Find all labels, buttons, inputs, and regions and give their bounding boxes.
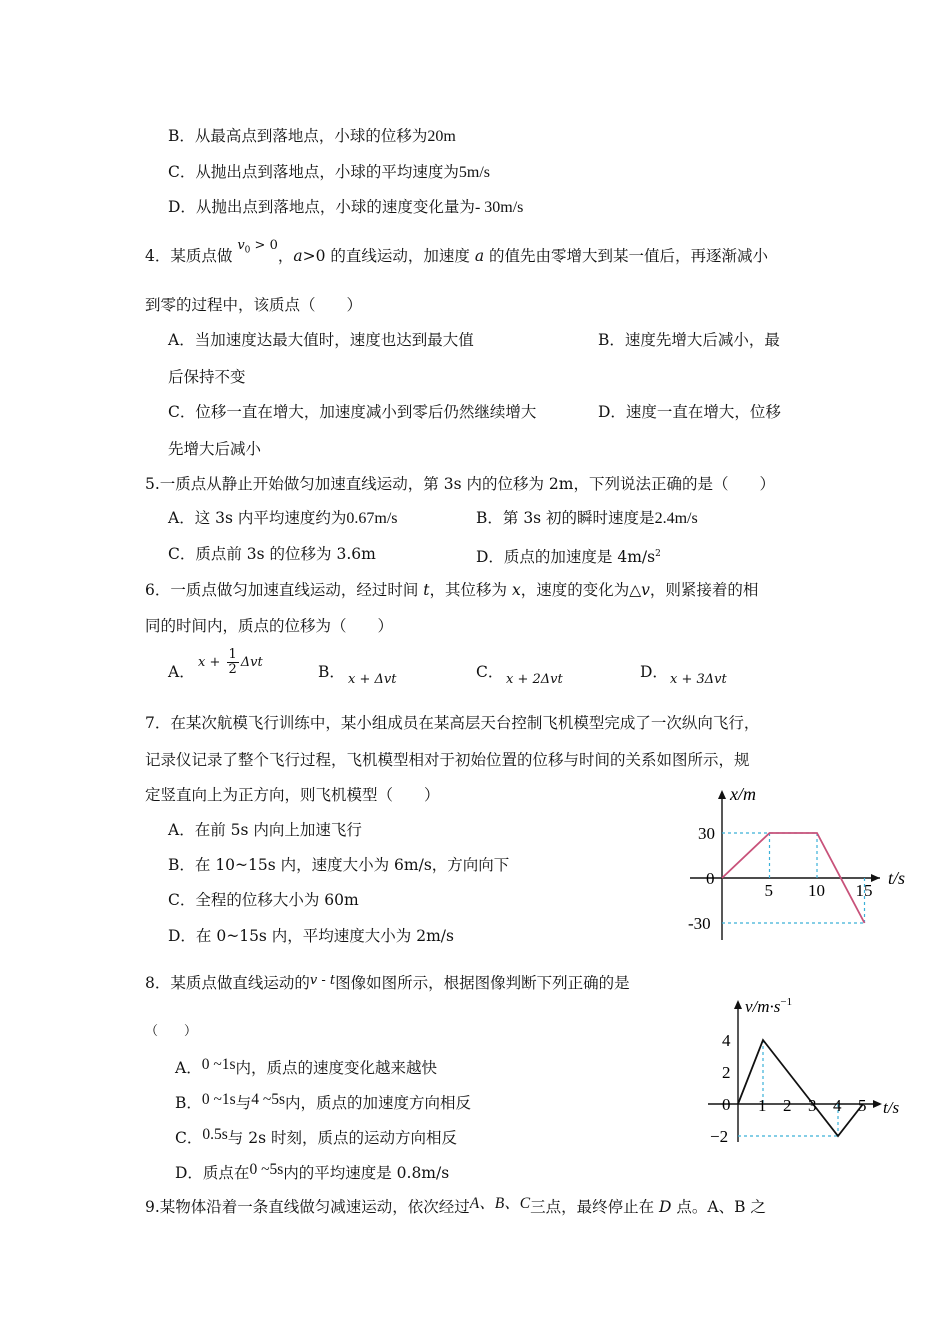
q7-stem-line2: 记录仪记录了整个飞行过程，飞机模型相对于初始位置的位移与时间的关系如图所示，规	[145, 751, 750, 769]
q3-option-c-value: 5m/s	[458, 164, 490, 181]
vt-ylabel-sup: −1	[780, 996, 793, 1008]
q5-stem: 5.一质点从静止开始做匀加速直线运动，第 3s 内的位移为 2m，下列说法正确的是（ ）	[145, 475, 775, 493]
q4-stem-d: 的值先由零增大到某一值后，再逐渐减小	[484, 247, 769, 265]
q5-option-a-value: 0.67m/s	[346, 510, 398, 527]
xt-xtick-label: 15	[855, 881, 873, 900]
q8-option-a-text: 内，质点的速度变化越来越快	[235, 1059, 438, 1077]
q6-x: x	[511, 581, 521, 599]
q5-option-a	[168, 508, 398, 529]
q6-option-b-expr: x + Δvt	[348, 672, 397, 687]
q8-option-c-text: 与 2s 时刻，质点的运动方向相反	[227, 1129, 457, 1147]
q3-option-d	[168, 197, 523, 218]
q5-option-b-text: B．第 3s 初的瞬时速度是	[476, 509, 655, 527]
xt-xtick-label: 5	[764, 881, 773, 900]
vt-chart	[700, 990, 915, 1145]
xt-ytick-label: 0	[706, 869, 715, 888]
q8-stem	[145, 973, 630, 995]
q6-option-a-expr	[198, 648, 263, 677]
q3-option-b-value: 20m	[427, 128, 456, 145]
q6-stem-line2: 同的时间内，质点的位移为（ ）	[145, 617, 394, 635]
vt-ylabel	[745, 996, 792, 1016]
vt-xtick-label: 4	[833, 1096, 842, 1115]
q8-option-b-text: 内，质点的加速度方向相反	[285, 1094, 472, 1112]
vt-ylabel-main: v/m·s	[745, 997, 781, 1016]
q5-option-d	[476, 544, 661, 567]
q8-stem-a: 8．某质点做直线运动的	[145, 974, 310, 992]
q5-option-d-text: D．质点的加速度是 4m/s	[476, 548, 656, 567]
vt-xtick-label: 1	[758, 1096, 767, 1115]
xt-ylabel: x/m	[730, 784, 756, 804]
q8-option-b-label: B．	[175, 1094, 202, 1112]
q5-option-d-sup: 2	[655, 549, 661, 559]
q6-option-a-post: Δvt	[240, 655, 263, 670]
vt-series-line	[738, 1040, 863, 1136]
q5-option-b-value: 2.4m/s	[654, 510, 698, 527]
vt-x-axis-arrow	[873, 1100, 882, 1108]
q8-option-a-label: A．	[175, 1059, 202, 1077]
q4-stem-line2: 到零的过程中，该质点（ ）	[145, 296, 363, 314]
q6-option-a-den: 2	[228, 662, 237, 677]
q4-a-var-2: a	[474, 247, 485, 265]
q4-stem-b: ，	[277, 247, 294, 265]
q6-stem-b: ，其位移为	[429, 581, 512, 599]
q4-stem-c: >0 的直线运动，加速度	[302, 247, 475, 265]
q8-option-d-label: D．质点在	[175, 1164, 250, 1182]
q4-v0-cond: > 0	[254, 238, 278, 253]
xt-y-axis-arrow	[718, 790, 726, 799]
q4-a-var: a	[293, 247, 303, 265]
xt-xtick-label: 10	[808, 881, 825, 900]
q3-option-b	[168, 126, 456, 147]
q8-stem-vt: v - t	[309, 973, 336, 988]
q9-stem-b: 三点，最终停止在	[530, 1198, 660, 1216]
q4-option-d-line2: 先增大后减小	[168, 440, 262, 458]
q8-option-b-mid: 与	[235, 1094, 252, 1112]
q8-option-d-range: 0 ~5s	[249, 1161, 284, 1178]
q6-stem-d: ，则紧接着的相	[649, 581, 759, 599]
q8-option-b	[175, 1093, 471, 1114]
q8-option-c	[175, 1128, 457, 1149]
q9-stem-a: 9.某物体沿着一条直线做匀减速运动，依次经过	[145, 1198, 470, 1216]
q3-option-c-text: C．从抛出点到落地点，小球的平均速度为	[168, 163, 459, 181]
q6-option-d-label: D．	[640, 663, 668, 681]
q6-option-d-expr: x + 3Δvt	[670, 672, 727, 687]
vt-ytick-label: 0	[722, 1095, 731, 1114]
vt-y-axis-arrow	[734, 1000, 742, 1009]
xt-ytick-label: 30	[698, 824, 715, 843]
q7-stem-line3: 定竖直向上为正方向，则飞机模型（ ）	[145, 786, 440, 804]
q5-option-b	[476, 508, 698, 529]
xt-chart	[680, 780, 920, 950]
q8-option-a-range: 0 ~1s	[201, 1056, 236, 1073]
q4-option-b-line2: 后保持不变	[168, 368, 246, 386]
q8-option-b-range1: 0 ~1s	[201, 1091, 236, 1108]
q6-option-b-label: B．	[318, 663, 345, 681]
vt-xtick-label: 3	[808, 1096, 817, 1115]
q6-option-a-pre: x +	[198, 655, 225, 670]
vt-ytick-label: 2	[722, 1063, 731, 1082]
q4-stem-a: 4．某质点做	[145, 247, 233, 265]
q5-option-c: C．质点前 3s 的位移为 3.6m	[168, 545, 376, 563]
q3-option-d-text: D．从抛出点到落地点，小球的速度变化量为	[168, 198, 475, 216]
q6-option-c-expr: x + 2Δvt	[506, 672, 563, 687]
q9-stem-c: 点。A、B 之	[671, 1198, 766, 1216]
q9-d: D	[659, 1198, 672, 1216]
q7-option-c: C．全程的位移大小为 60m	[168, 891, 359, 909]
q4-option-c: C．位移一直在增大，加速度减小到零后仍然继续增大	[168, 403, 537, 421]
q3-option-b-text: B．从最高点到落地点，小球的位移为	[168, 127, 428, 145]
q4-v0-condition	[237, 238, 278, 256]
vt-xlabel: t/s	[883, 1098, 900, 1117]
vt-ytick-label: 4	[722, 1031, 731, 1050]
q4-option-b-line1: B．速度先增大后减小，最	[598, 331, 780, 349]
q6-option-c-label: C．	[476, 663, 504, 681]
q4-v0-sub: 0	[244, 245, 251, 256]
q6-stem-c: ，速度的变化为△	[520, 581, 642, 599]
q3-option-c	[168, 162, 490, 183]
q7-option-a: A．在前 5s 内向上加速飞行	[168, 821, 362, 839]
q9-points: A、B、C	[469, 1195, 531, 1212]
q4-stem	[145, 238, 769, 273]
vt-ytick-label: −2	[710, 1127, 729, 1145]
vt-xtick-label: 2	[783, 1096, 792, 1115]
q5-option-a-text: A．这 3s 内平均速度约为	[168, 509, 347, 527]
q6-option-a-num: 1	[228, 647, 237, 662]
xt-ytick-label: -30	[688, 914, 711, 933]
q6-t: t	[423, 581, 430, 599]
q7-stem-line1: 7．在某次航模飞行训练中，某小组成员在某高层天台控制飞机模型完成了一次纵向飞行，	[145, 714, 760, 732]
xt-xlabel: t/s	[888, 868, 906, 888]
q8-option-c-label: C．	[175, 1129, 203, 1147]
vt-xtick-label: 5	[858, 1096, 867, 1115]
q8-option-b-range2: 4 ~5s	[251, 1091, 285, 1108]
q4-option-a: A．当加速度达最大值时，速度也达到最大值	[168, 331, 474, 349]
q4-v0: v	[237, 238, 245, 253]
q6-option-a-fraction	[227, 648, 239, 677]
q8-option-a	[175, 1058, 437, 1079]
q8-paren: （ ）	[145, 1024, 198, 1039]
q6-stem	[145, 580, 758, 600]
q6-v: v	[641, 581, 650, 599]
q6-option-a-label: A．	[168, 663, 195, 681]
q9-stem	[145, 1197, 766, 1218]
q8-option-d-text: 内的平均速度是 0.8m/s	[283, 1164, 450, 1182]
q6-stem-a: 6．一质点做匀加速直线运动，经过时间	[145, 581, 424, 599]
q8-option-c-time: 0.5s	[202, 1126, 228, 1143]
q3-option-d-value: - 30m/s	[474, 199, 524, 216]
q8-stem-b: 图像如图所示，根据图像判断下列正确的是	[335, 974, 630, 992]
q8-option-d	[175, 1163, 449, 1184]
q4-option-d-line1: D．速度一直在增大，位移	[598, 403, 781, 421]
q7-option-d: D．在 0~15s 内，平均速度大小为 2m/s	[168, 927, 454, 945]
q7-option-b: B．在 10~15s 内，速度大小为 6m/s，方向向下	[168, 856, 510, 874]
